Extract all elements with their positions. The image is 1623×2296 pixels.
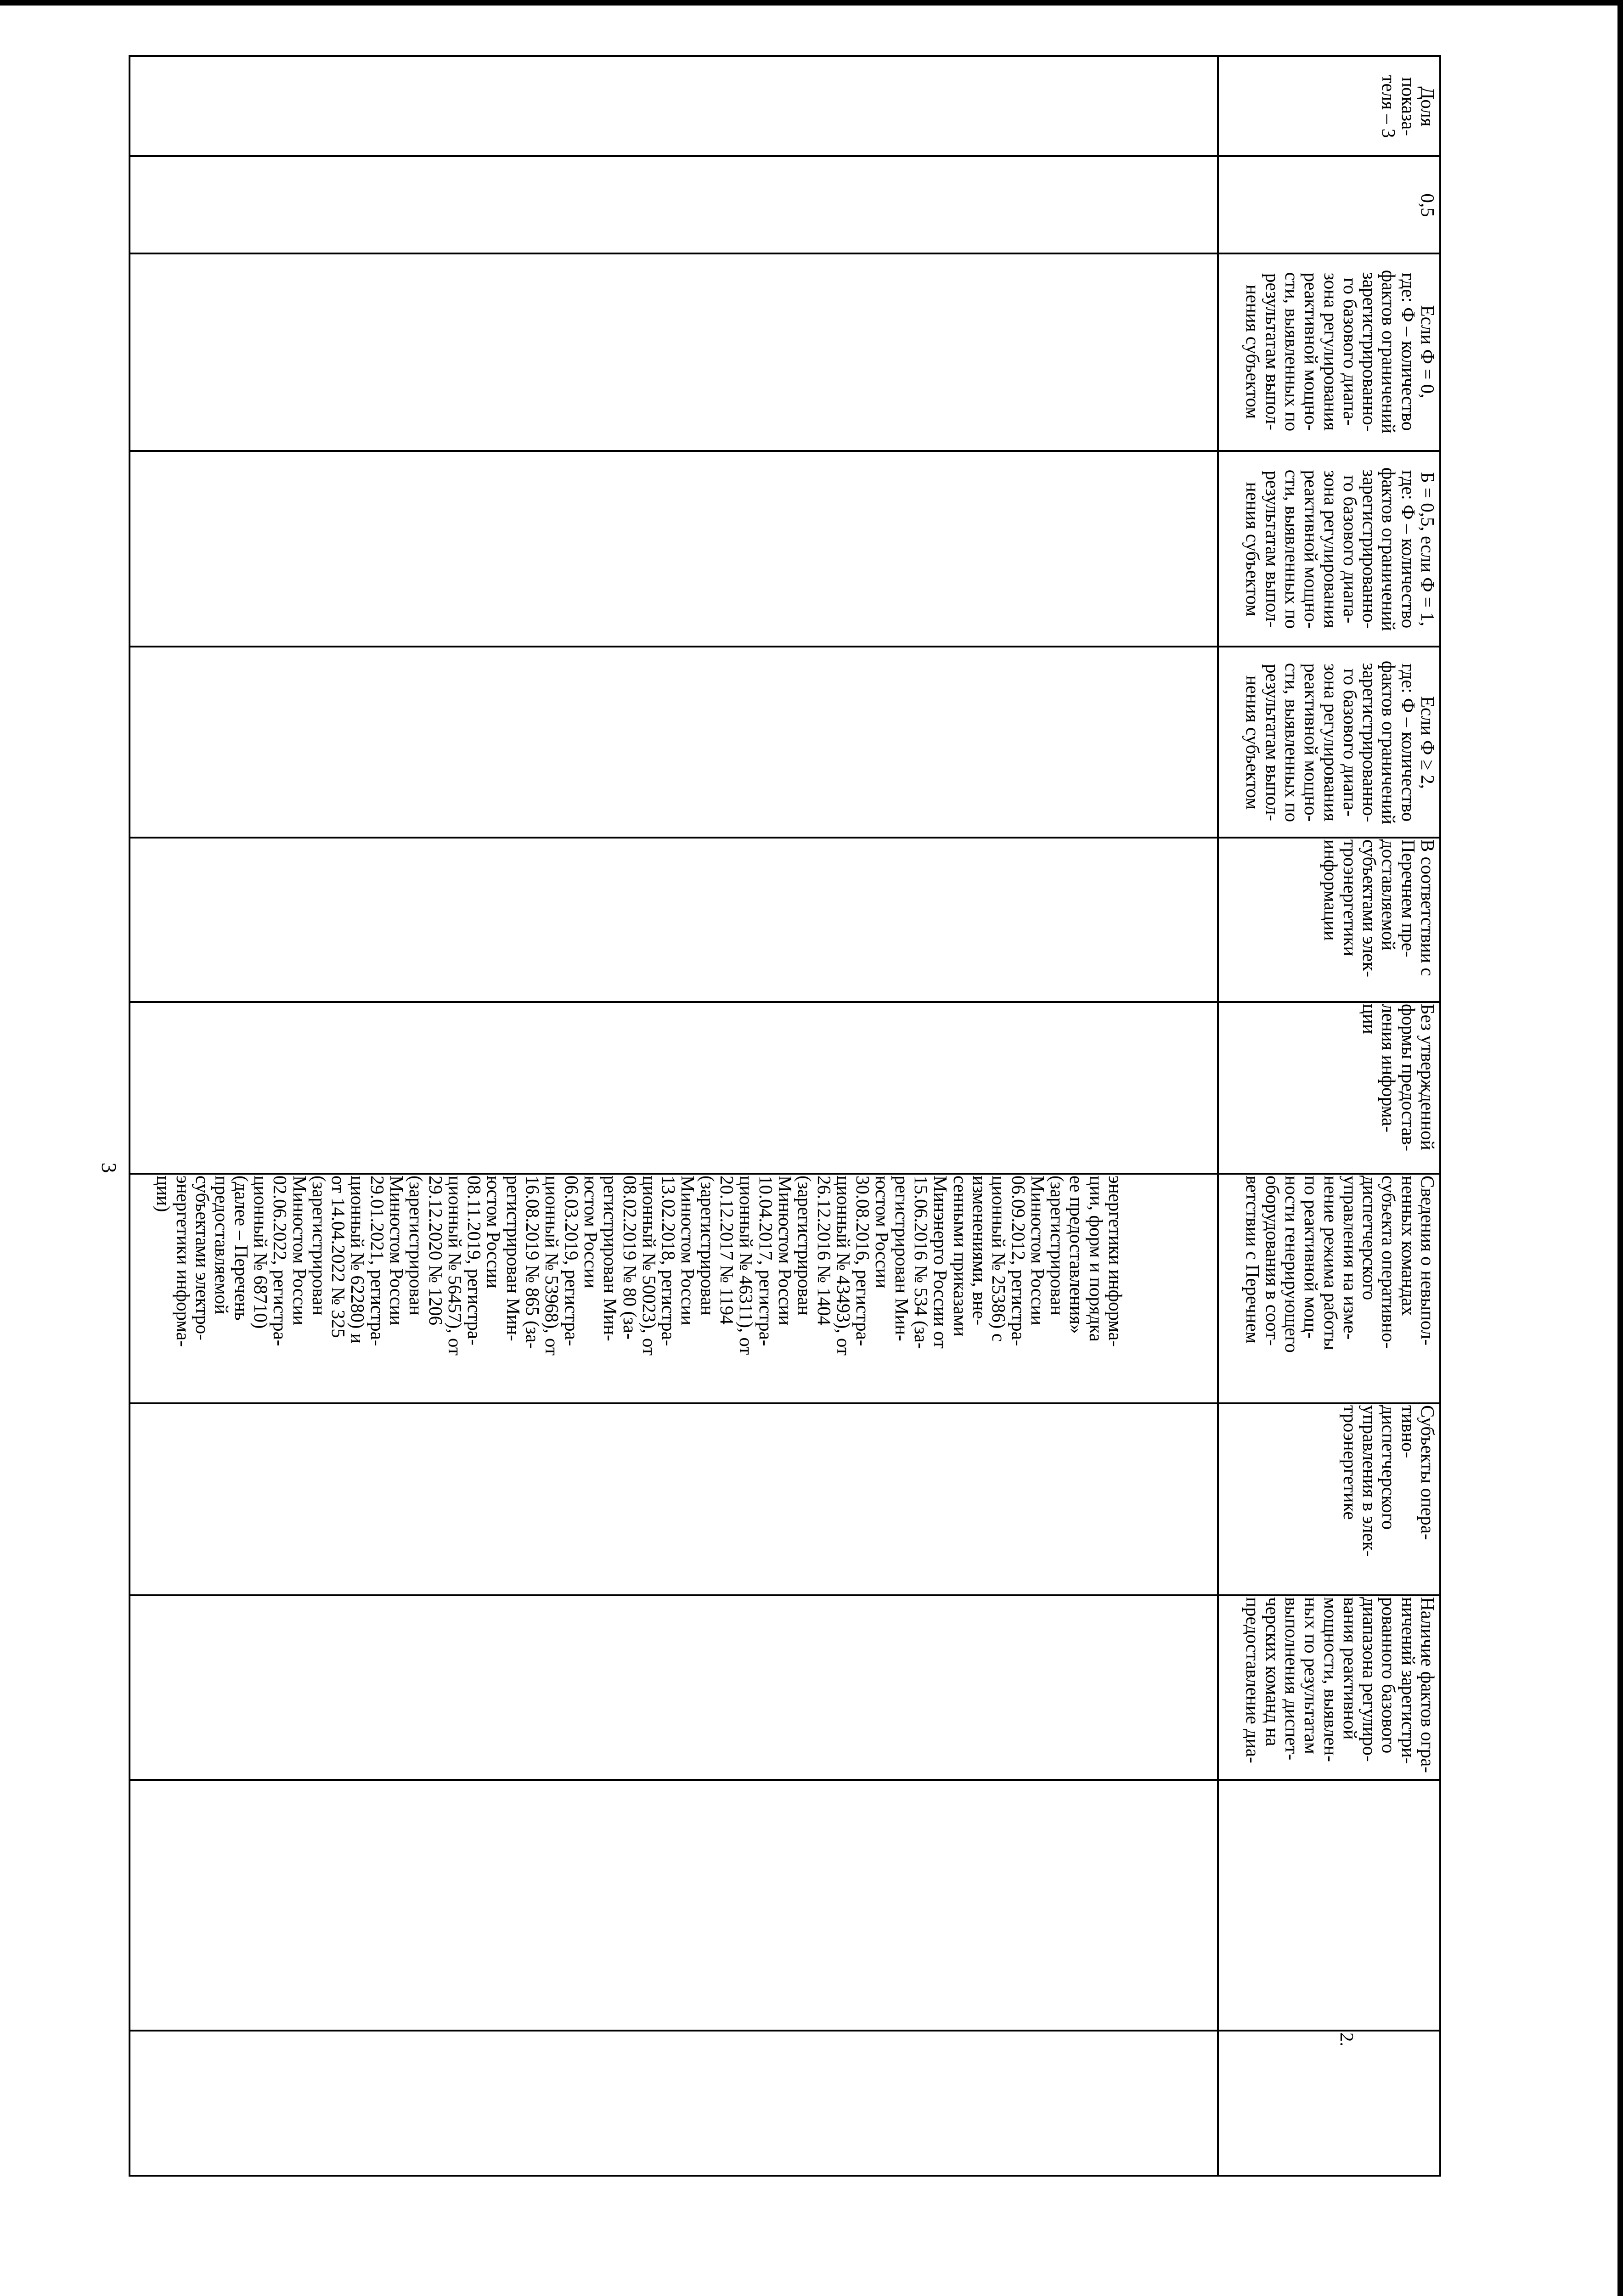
form-cell — [1219, 1004, 1437, 1173]
table-border-bottom — [129, 2175, 1441, 2177]
criteria-table — [129, 55, 1441, 2177]
weight-value: 0,5 — [1417, 193, 1438, 217]
score-condition-3-text: Если Ф = 0, где: Ф – количество фактов ограничений зарегистрированно- го базового диапа- зона регулирования реактивной мощно- сти, выявленных по результатам выпол- нения субъектом — [1242, 270, 1438, 434]
col-divider-8 — [129, 1402, 1441, 1404]
score-condition-1-text: Если Ф ≥ 2, где: Ф – количество фактов ограничений зарегистрированно- го базового диапа- зона регулирования реактивной мощно- сти, выявленных по результатам выпол- нения субъектом — [1242, 660, 1438, 825]
table-border-top — [129, 55, 1441, 57]
col-divider-10 — [129, 1779, 1441, 1781]
score-condition-1-cell — [1219, 648, 1437, 837]
weight-cell — [1219, 158, 1437, 253]
share-text: Доля показа- теля – 3 — [1378, 75, 1438, 138]
col-divider-5 — [129, 837, 1441, 838]
indicator-cell — [1219, 1597, 1437, 1777]
form-text: Без утвержденной формы предостав- ления информа- ции — [1359, 1004, 1438, 1151]
deadline-cell — [1219, 839, 1437, 1001]
row-number-cell — [1214, 2032, 1357, 2170]
scan-border-top — [0, 0, 1623, 6]
col-divider-11 — [129, 2030, 1441, 2032]
col-divider-6 — [129, 1001, 1441, 1003]
col-divider-7 — [129, 1173, 1441, 1175]
table-border-right — [1439, 55, 1441, 2177]
continuation-information-cell — [153, 1176, 1126, 1401]
share-cell — [1219, 58, 1437, 155]
deadline-text: В соответствии с Перечнем пре- доставляемой субъектами элек- троэнергетики информации — [1320, 839, 1438, 978]
col-divider-1 — [129, 155, 1441, 157]
score-condition-2-cell — [1219, 453, 1437, 646]
col-divider-2 — [129, 253, 1441, 254]
subjects-text: Субъекты опера- тивно- диспетчерского управления в элек- троэнергетике — [1339, 1405, 1438, 1557]
information-cell — [1219, 1176, 1437, 1401]
information-text: Сведения о невыпол- ненных командах субъекта оперативно- диспетчерского управления на изме- нение режима работы по реактивной мощ- ности генерирующего оборудования в соот- ветствии с Перечнем — [1242, 1176, 1438, 1353]
table-border-left — [129, 55, 130, 2177]
col-divider-9 — [129, 1594, 1441, 1596]
scan-border-right — [1617, 0, 1623, 2296]
continuation-information-text: энергетики информа- ции, форм и порядка ее предоставления» (зарегистрирован Минюстом России 06.09.2012, регистра- ционный № 25386) с изменениями, вне- сенными приказами Минэнерго России от 15.06.2016 № 534 (за- регистрирован Мин- юстом России 30.08.2016, регистра- ционный № 43493), от 26.12.2016 № 1404 (зарегистрирован Минюстом России 10.04.2017, регистра- ционный № 46311), от 20.12.2017 № 1194 (зарегистрирован Минюстом России 13.02.2018, регистра- ционный № 50023), от 08.02.2019 № 80 (за- регистрирован Мин- юстом России 06.03.2019, регистра- ционный № 53968), от 16.08.2019 № 865 (за- регистрирован Мин- юстом России 08.11.2019, регистра- ционный № 56457), от 29.12.2020 № 1206 (зарегистрирован Минюстом России 29.01.2021, регистра- ционный № 62280) и от 14.04.2022 № 325 (зарегистрирован Минюстом России 02.06.2022, регистра- ционный № 68710) (далее – Перечень предоставляемой субъектами электро- энергетики информа- ции) — [153, 1176, 1126, 1356]
score-condition-2-text: Б = 0,5, если Ф = 1, где: Ф – количество фактов ограничений зарегистрированно- го базового диапа- зона регулирования реактивной мощно- сти, выявленных по результатам выпол- нения субъектом — [1242, 467, 1438, 631]
page-number: 3 — [97, 1162, 121, 1173]
col-divider-3 — [129, 450, 1441, 452]
subjects-cell — [1219, 1405, 1437, 1593]
indicator-text: Наличие фактов огра- ничений зарегистри- рованного базового диапазона регулиро- вания реактивной мощности, выявлен- ных по результатам выполнения диспет- черских команд на предоставление диа- — [1242, 1597, 1438, 1773]
col-divider-4 — [129, 646, 1441, 647]
row-number: 2. — [1336, 2032, 1358, 2047]
score-condition-3-cell — [1219, 255, 1437, 448]
